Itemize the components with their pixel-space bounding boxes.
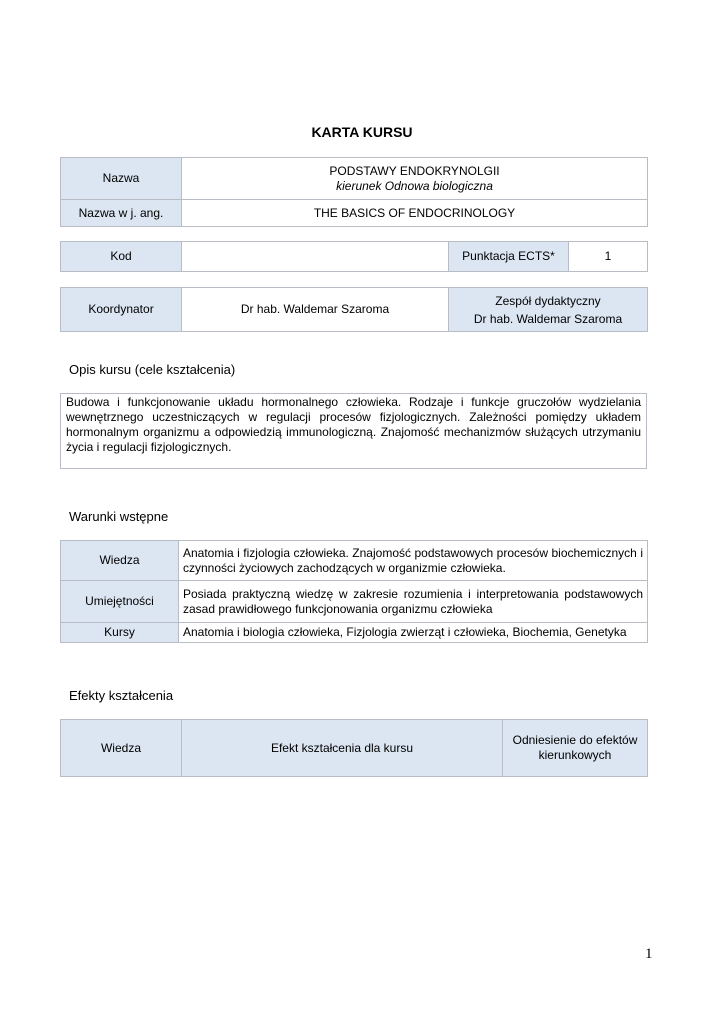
prerequisites-table <box>60 540 648 643</box>
name-value-cell <box>182 158 648 200</box>
outcomes-heading: Efekty kształcenia <box>69 688 174 703</box>
coordinator-label: Koordynator <box>61 288 182 332</box>
prereq-label: Kursy <box>61 623 179 643</box>
coordinator-table <box>60 287 648 332</box>
code-value <box>182 242 449 272</box>
prereq-row <box>61 581 648 623</box>
prereq-label: Umiejętności <box>61 581 179 623</box>
description-heading: Opis kursu (cele kształcenia) <box>69 362 236 377</box>
name-en-value: THE BASICS OF ENDOCRINOLOGY <box>182 200 648 227</box>
description-text: Budowa i funkcjonowanie układu hormonalnego człowieka. Rodzaje i funkcje gruczołów wydzielania wewnętrznego uczestniczących w regulacji procesów fizjologicznych. Zależności pomiędzy układem hormonalnym organizmu a odpowiedzią immunologiczną. Znajomość mechanizmów służących utrzymaniu życia i regulacji fizjologicznych. <box>60 393 647 469</box>
outcomes-table <box>60 719 648 777</box>
course-name: PODSTAWY ENDOKRYNOLGII <box>329 163 500 178</box>
ects-label: Punktacja ECTS* <box>449 242 569 272</box>
team-value: Dr hab. Waldemar Szaroma <box>473 311 623 326</box>
name-label: Nazwa <box>61 158 182 200</box>
ects-value: 1 <box>569 242 648 272</box>
prereq-row <box>61 623 648 643</box>
outcomes-col-effect: Efekt kształcenia dla kursu <box>182 720 503 777</box>
name-en-label: Nazwa w j. ang. <box>61 200 182 227</box>
prereq-row <box>61 541 648 581</box>
course-name-table <box>60 157 648 227</box>
outcomes-col-reference: Odniesienie do efektów kierunkowych <box>503 720 648 777</box>
prerequisites-heading: Warunki wstępne <box>69 509 169 524</box>
page-number: 1 <box>645 946 653 962</box>
course-subtitle: kierunek Odnowa biologiczna <box>336 178 493 193</box>
code-label: Kod <box>61 242 182 272</box>
prereq-text: Posiada praktyczną wiedzę w zakresie rozumienia i interpretowania podstawowych zasad prawidłowego funkcjonowania organizmu człowieka <box>179 581 648 623</box>
prereq-text: Anatomia i fizjologia człowieka. Znajomość podstawowych procesów biochemicznych i czynności życiowych zachodzących w organizmie człowieka. <box>179 541 648 581</box>
code-table <box>60 241 648 272</box>
page-title: KARTA KURSU <box>311 124 413 140</box>
prereq-text: Anatomia i biologia człowieka, Fizjologia zwierząt i człowieka, Biochemia, Genetyka <box>179 623 648 643</box>
outcomes-col-knowledge: Wiedza <box>61 720 182 777</box>
prereq-label: Wiedza <box>61 541 179 581</box>
coordinator-value: Dr hab. Waldemar Szaroma <box>182 288 449 332</box>
team-cell <box>449 288 648 332</box>
team-label: Zespół dydaktyczny <box>495 293 601 308</box>
